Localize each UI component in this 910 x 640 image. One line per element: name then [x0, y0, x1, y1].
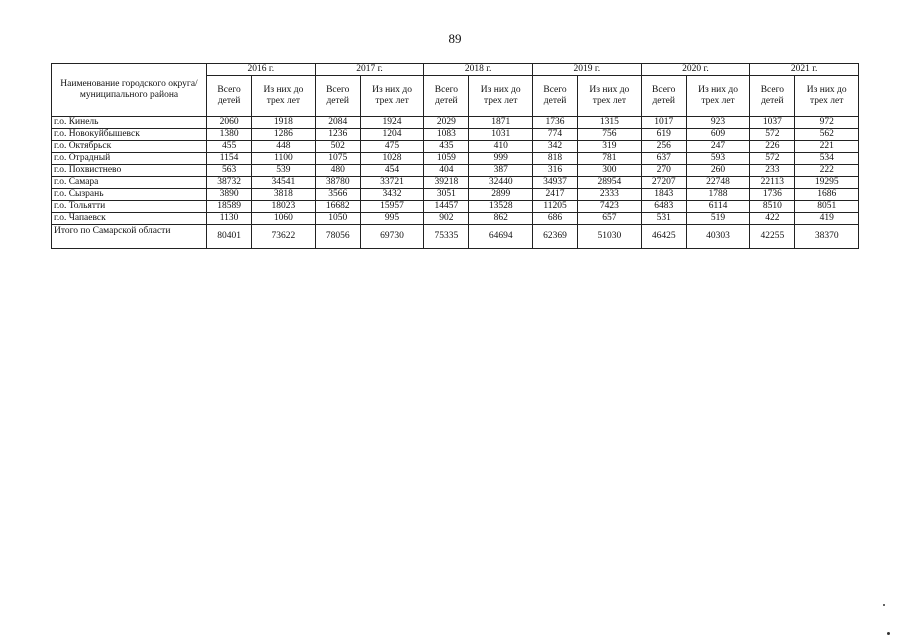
under-three-header: Из них до трех лет — [469, 76, 533, 117]
district-name-cell: г.о. Похвистнево — [52, 165, 207, 177]
table-row — [52, 153, 859, 165]
table-row — [52, 129, 859, 141]
total-children-cell: 1736 — [532, 117, 577, 129]
total-children-cell: 8510 — [750, 201, 795, 213]
under-three-cell: 534 — [795, 153, 859, 165]
children-statistics-table — [51, 63, 859, 249]
under-three-cell: 1686 — [795, 189, 859, 201]
under-three-cell: 2333 — [578, 189, 642, 201]
under-three-cell: 756 — [578, 129, 642, 141]
under-three-cell: 1028 — [360, 153, 424, 165]
total-children-cell: 1154 — [207, 153, 252, 165]
total-children-cell: 2029 — [424, 117, 469, 129]
under-three-cell: 454 — [360, 165, 424, 177]
under-three-header: Из них до трех лет — [360, 76, 424, 117]
total-children-header: Всего детей — [207, 76, 252, 117]
district-name-cell: г.о. Отрадный — [52, 153, 207, 165]
total-children-cell: 14457 — [424, 201, 469, 213]
year-header-2021: 2021 г. — [750, 64, 859, 76]
under-three-cell: 7423 — [578, 201, 642, 213]
district-name-cell: г.о. Чапаевск — [52, 213, 207, 225]
total-children-cell: 1130 — [207, 213, 252, 225]
under-three-cell: 1924 — [360, 117, 424, 129]
total-children-cell: 1843 — [641, 189, 686, 201]
total-children-cell: 256 — [641, 141, 686, 153]
total-children-header: Всего детей — [315, 76, 360, 117]
total-row — [52, 225, 859, 249]
total-children-cell: 270 — [641, 165, 686, 177]
year-header-2017: 2017 г. — [315, 64, 424, 76]
total-children-cell: 80401 — [207, 225, 252, 249]
under-three-cell: 387 — [469, 165, 533, 177]
total-children-cell: 531 — [641, 213, 686, 225]
under-three-cell: 73622 — [252, 225, 316, 249]
under-three-cell: 69730 — [360, 225, 424, 249]
under-three-cell: 657 — [578, 213, 642, 225]
under-three-cell: 13528 — [469, 201, 533, 213]
table-body — [52, 117, 859, 249]
under-three-header: Из них до трех лет — [252, 76, 316, 117]
total-children-cell: 11205 — [532, 201, 577, 213]
total-children-cell: 18589 — [207, 201, 252, 213]
total-children-cell: 233 — [750, 165, 795, 177]
district-name-header: Наименование городского округа/ муниципального района — [52, 64, 207, 117]
under-three-cell: 64694 — [469, 225, 533, 249]
under-three-cell: 519 — [686, 213, 750, 225]
district-name-cell: г.о. Кинель — [52, 117, 207, 129]
total-children-cell: 818 — [532, 153, 577, 165]
table-row — [52, 189, 859, 201]
under-three-cell: 28954 — [578, 177, 642, 189]
total-children-cell: 1075 — [315, 153, 360, 165]
under-three-cell: 1100 — [252, 153, 316, 165]
district-name-cell: г.о. Новокуйбышевск — [52, 129, 207, 141]
under-three-cell: 221 — [795, 141, 859, 153]
under-three-cell: 562 — [795, 129, 859, 141]
total-children-cell: 39218 — [424, 177, 469, 189]
under-three-cell: 19295 — [795, 177, 859, 189]
under-three-cell: 1315 — [578, 117, 642, 129]
under-three-cell: 32440 — [469, 177, 533, 189]
under-three-cell: 410 — [469, 141, 533, 153]
district-name-cell: г.о. Сызрань — [52, 189, 207, 201]
under-three-cell: 609 — [686, 129, 750, 141]
year-header-2016: 2016 г. — [207, 64, 316, 76]
total-children-header: Всего детей — [750, 76, 795, 117]
year-header-2019: 2019 г. — [532, 64, 641, 76]
total-children-cell: 774 — [532, 129, 577, 141]
total-children-cell: 619 — [641, 129, 686, 141]
table-row — [52, 201, 859, 213]
under-three-header: Из них до трех лет — [686, 76, 750, 117]
under-three-cell: 448 — [252, 141, 316, 153]
under-three-cell: 593 — [686, 153, 750, 165]
total-children-header: Всего детей — [532, 76, 577, 117]
total-children-cell: 38780 — [315, 177, 360, 189]
under-three-cell: 539 — [252, 165, 316, 177]
total-children-cell: 902 — [424, 213, 469, 225]
total-children-cell: 435 — [424, 141, 469, 153]
under-three-cell: 1788 — [686, 189, 750, 201]
under-three-cell: 1060 — [252, 213, 316, 225]
total-children-cell: 563 — [207, 165, 252, 177]
under-three-cell: 15957 — [360, 201, 424, 213]
under-three-cell: 1286 — [252, 129, 316, 141]
scan-speck — [887, 632, 890, 635]
under-three-cell: 8051 — [795, 201, 859, 213]
table-row — [52, 177, 859, 189]
under-three-cell: 222 — [795, 165, 859, 177]
total-children-cell: 455 — [207, 141, 252, 153]
total-children-header: Всего детей — [641, 76, 686, 117]
total-children-cell: 6483 — [641, 201, 686, 213]
total-children-cell: 46425 — [641, 225, 686, 249]
total-children-cell: 1083 — [424, 129, 469, 141]
under-three-cell: 781 — [578, 153, 642, 165]
under-three-cell: 972 — [795, 117, 859, 129]
total-children-cell: 16682 — [315, 201, 360, 213]
scan-speck — [883, 604, 885, 606]
total-children-cell: 404 — [424, 165, 469, 177]
table-row — [52, 213, 859, 225]
under-three-cell: 999 — [469, 153, 533, 165]
year-header-2020: 2020 г. — [641, 64, 750, 76]
district-name-cell: Итого по Самарской области — [52, 225, 207, 249]
table-row — [52, 141, 859, 153]
total-children-cell: 3051 — [424, 189, 469, 201]
total-children-cell: 2060 — [207, 117, 252, 129]
total-children-cell: 686 — [532, 213, 577, 225]
under-three-cell: 475 — [360, 141, 424, 153]
total-children-cell: 3890 — [207, 189, 252, 201]
under-three-cell: 862 — [469, 213, 533, 225]
total-children-cell: 480 — [315, 165, 360, 177]
total-children-cell: 502 — [315, 141, 360, 153]
under-three-cell: 1204 — [360, 129, 424, 141]
total-children-cell: 1037 — [750, 117, 795, 129]
total-children-cell: 27207 — [641, 177, 686, 189]
under-three-cell: 40303 — [686, 225, 750, 249]
table-row — [52, 117, 859, 129]
under-three-cell: 22748 — [686, 177, 750, 189]
under-three-cell: 1918 — [252, 117, 316, 129]
under-three-header: Из них до трех лет — [795, 76, 859, 117]
total-children-cell: 38732 — [207, 177, 252, 189]
under-three-cell: 1031 — [469, 129, 533, 141]
district-name-cell: г.о. Самара — [52, 177, 207, 189]
total-children-cell: 1736 — [750, 189, 795, 201]
under-three-cell: 33721 — [360, 177, 424, 189]
under-three-cell: 995 — [360, 213, 424, 225]
total-children-cell: 637 — [641, 153, 686, 165]
total-children-cell: 2084 — [315, 117, 360, 129]
under-three-cell: 260 — [686, 165, 750, 177]
under-three-cell: 18023 — [252, 201, 316, 213]
total-children-cell: 75335 — [424, 225, 469, 249]
under-three-cell: 419 — [795, 213, 859, 225]
total-children-cell: 422 — [750, 213, 795, 225]
total-children-cell: 572 — [750, 129, 795, 141]
table-row — [52, 165, 859, 177]
total-children-header: Всего детей — [424, 76, 469, 117]
district-name-cell: г.о. Тольятти — [52, 201, 207, 213]
page-number: 89 — [448, 31, 462, 46]
total-children-cell: 2417 — [532, 189, 577, 201]
under-three-cell: 2899 — [469, 189, 533, 201]
total-children-cell: 1059 — [424, 153, 469, 165]
under-three-cell: 319 — [578, 141, 642, 153]
total-children-cell: 316 — [532, 165, 577, 177]
total-children-cell: 22113 — [750, 177, 795, 189]
total-children-cell: 42255 — [750, 225, 795, 249]
total-children-cell: 1236 — [315, 129, 360, 141]
total-children-cell: 1380 — [207, 129, 252, 141]
year-header-row — [52, 64, 859, 76]
under-three-cell: 34541 — [252, 177, 316, 189]
under-three-cell: 1871 — [469, 117, 533, 129]
under-three-cell: 6114 — [686, 201, 750, 213]
total-children-cell: 3566 — [315, 189, 360, 201]
under-three-cell: 300 — [578, 165, 642, 177]
under-three-cell: 923 — [686, 117, 750, 129]
total-children-cell: 226 — [750, 141, 795, 153]
under-three-cell: 3432 — [360, 189, 424, 201]
total-children-cell: 1017 — [641, 117, 686, 129]
district-name-cell: г.о. Октябрьск — [52, 141, 207, 153]
year-header-2018: 2018 г. — [424, 64, 533, 76]
total-children-cell: 62369 — [532, 225, 577, 249]
under-three-cell: 3818 — [252, 189, 316, 201]
total-children-cell: 572 — [750, 153, 795, 165]
total-children-cell: 342 — [532, 141, 577, 153]
under-three-cell: 247 — [686, 141, 750, 153]
under-three-cell: 51030 — [578, 225, 642, 249]
total-children-cell: 34937 — [532, 177, 577, 189]
under-three-header: Из них до трех лет — [578, 76, 642, 117]
under-three-cell: 38370 — [795, 225, 859, 249]
total-children-cell: 78056 — [315, 225, 360, 249]
total-children-cell: 1050 — [315, 213, 360, 225]
